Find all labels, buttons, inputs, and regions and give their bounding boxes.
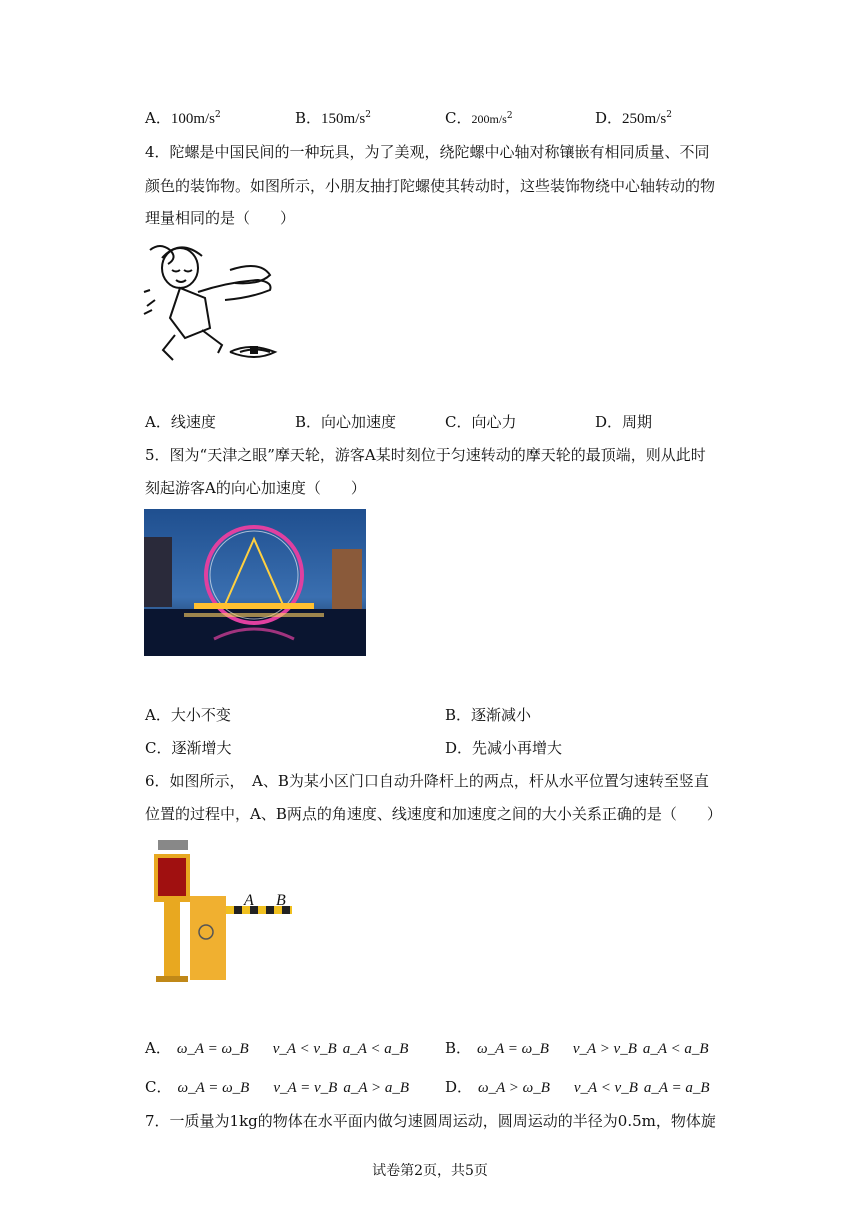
q6-line-2: 位置的过程中，A、B两点的角速度、线速度和加速度之间的大小关系正确的是（ ） (145, 805, 722, 823)
q4-option-c: C．向心力 (445, 413, 517, 431)
point-a-label: A (244, 892, 254, 909)
q5-option-d: D．先减小再增大 (445, 739, 563, 757)
q4-line-1: 4．陀螺是中国民间的一种玩具，为了美观，绕陀螺中心轴对称镶嵌有相同质量、不同 (145, 143, 710, 161)
q3-option-d: D．$250m/s^2$ (595, 109, 672, 127)
q4-line-3: 理量相同的是（ ） (145, 209, 296, 227)
tianjin-eye-photo (144, 509, 366, 660)
q6-option-a: A． ω_A = ω_B v_A < v_B a_A < a_B (145, 1039, 409, 1057)
q4-option-b: B．向心加速度 (295, 413, 397, 431)
q3-option-c: C．$200m/s^2$ (445, 109, 513, 127)
q4-option-a: A．线速度 (145, 413, 216, 431)
q5-option-b: B．逐渐减小 (445, 706, 532, 724)
q5-option-a: A．大小不变 (145, 706, 231, 724)
point-b-label: B (276, 892, 286, 909)
q3-option-b: B．$150m/s^2$ (295, 109, 371, 127)
q3-option-a: A．$100m/s^2$ (145, 109, 221, 127)
q6-line-1: 6．如图所示， A、B为某小区门口自动升降杆上的两点，杆从水平位置匀速转至竖直 (145, 772, 709, 790)
q7-line-1: 7．一质量为1kg的物体在水平面内做匀速圆周运动，圆周运动的半径为0.5m，物体旋 (145, 1112, 716, 1130)
page-footer: 试卷第2页，共5页 (372, 1163, 488, 1179)
q4-line-2: 颜色的装饰物。如图所示，小朋友抽打陀螺使其转动时，这些装饰物绕中心轴转动的物 (145, 177, 716, 195)
q5-line-2: 刻起游客A的向心加速度（ ） (145, 479, 366, 497)
q5-line-1: 5．图为“天津之眼”摩天轮，游客A某时刻位于匀速转动的摩天轮的最顶端，则从此时 (145, 446, 706, 464)
q5-option-c: C．逐渐增大 (145, 739, 232, 757)
q6-option-d: D． ω_A > ω_B v_A < v_B a_A = a_B (445, 1078, 710, 1096)
spinning-top-child-image (140, 240, 290, 374)
q6-option-b: B． ω_A = ω_B v_A > v_B a_A < a_B (445, 1039, 709, 1057)
q4-option-d: D．周期 (595, 413, 653, 431)
q6-option-c: C． ω_A = ω_B v_A = v_B a_A > a_B (145, 1078, 410, 1096)
parking-barrier-image (150, 838, 295, 992)
